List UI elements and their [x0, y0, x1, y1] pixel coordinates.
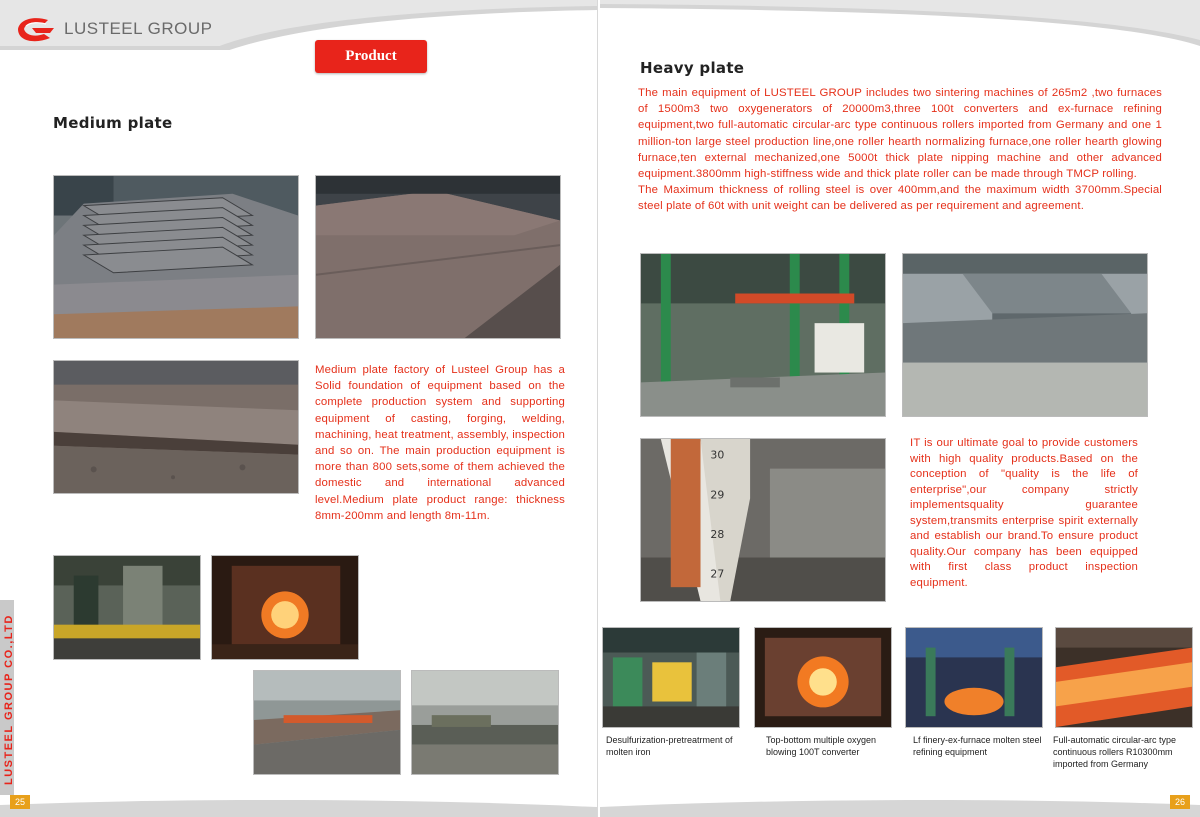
right-page [600, 0, 1200, 817]
heavy-plate-description [638, 85, 1162, 215]
heavy-plate-title: Heavy plate [640, 59, 745, 77]
medium-plate-title: Medium plate [53, 114, 173, 132]
large-plate-photo [315, 175, 561, 339]
plate-edge-photo [53, 360, 299, 494]
footer-band [0, 793, 597, 817]
heavy-plate-paragraph-1: The main equipment of LUSTEEL GROUP includes two sintering machines of 265m2 ,two furnaces of 1500m3 two oxygenerators of 20000m3,three 100t converters and ex-furnace refining equipment,two full-automatic circular-arc type continuous rollers imported from Germany and one 1 million-ton large steel production line,one roller hearth normalizing furnace,one roller hearth glowing furnace,ten external mechanized,one 5000t thick plate nipping machine and other advanced equipment.3800mm high-stiffness wide and thick plate roller can be made through TMCP rolling. [638, 87, 1162, 181]
heavy-plate-photo [902, 253, 1148, 417]
machinery-photo [53, 555, 201, 660]
converter-photo [754, 627, 892, 728]
caliper-measurement-photo [640, 438, 886, 602]
svg-text:27: 27 [710, 567, 725, 581]
factory-interior-photo [640, 253, 886, 417]
forging-photo [211, 555, 359, 660]
caption-roller: Full-automatic circular-arc type continuous rollers R10300mm imported from Germany [1053, 735, 1177, 769]
medium-plate-description: Medium plate factory of Lusteel Group has a Solid foundation of equipment based on the complete production system and supporting equipment of casting, forging, welding, machining, heat treatment, assembly, inspection and so on. The main production equipment is more than 800 sets,some of them achieved the domestic and international advanced level.Medium plate product range: thickness 8mm-200mm and length 8m-11m. [315, 364, 565, 522]
svg-text:28: 28 [710, 527, 725, 541]
svg-text:29: 29 [710, 488, 725, 502]
workshop-photo-1 [253, 670, 401, 775]
workshop-photo-2 [411, 670, 559, 775]
continuous-roller-photo [1055, 627, 1193, 728]
company-logo [14, 14, 213, 44]
logo-text: LUSTEEL GROUP [64, 19, 213, 38]
left-page [0, 0, 598, 817]
header-swoosh-right [600, 0, 1200, 50]
caption-refining: Lf finery-ex-furnace molten steel refining equipment [913, 735, 1042, 757]
heavy-plate-paragraph-2: The Maximum thickness of rolling steel is over 400mm,and the maximum width 3700mm.Special steel plate of 60t with unit weight can be delivered as per requirement and agreement. [638, 184, 1162, 213]
caption-desulfurization: Desulfurization-pretreatrment of molten iron [606, 735, 733, 757]
footer-band-right [600, 793, 1200, 817]
caption-converter: Top-bottom multiple oxygen blowing 100T converter [766, 735, 877, 757]
stacked-plates-photo [53, 175, 299, 339]
side-company-name: LUSTEEL GROUP CO.,LTD [3, 614, 15, 785]
product-button[interactable]: Product [315, 40, 427, 73]
desulfurization-photo [602, 627, 740, 728]
refining-photo [905, 627, 1043, 728]
page-number: 25 [10, 795, 30, 809]
svg-text:30: 30 [710, 448, 725, 462]
logo-icon [14, 14, 58, 44]
quality-statement: IT is our ultimate goal to provide customers with high quality products.Based on the conception of "quality is the life of enterprise",our company strictly implementsquality guarantee system,transmits enterprise spirit externally and establish our brand.To ensure product quality.Our company has been equipped with first class product inspection equipment. [910, 437, 1138, 589]
page-number-right: 26 [1170, 795, 1190, 809]
